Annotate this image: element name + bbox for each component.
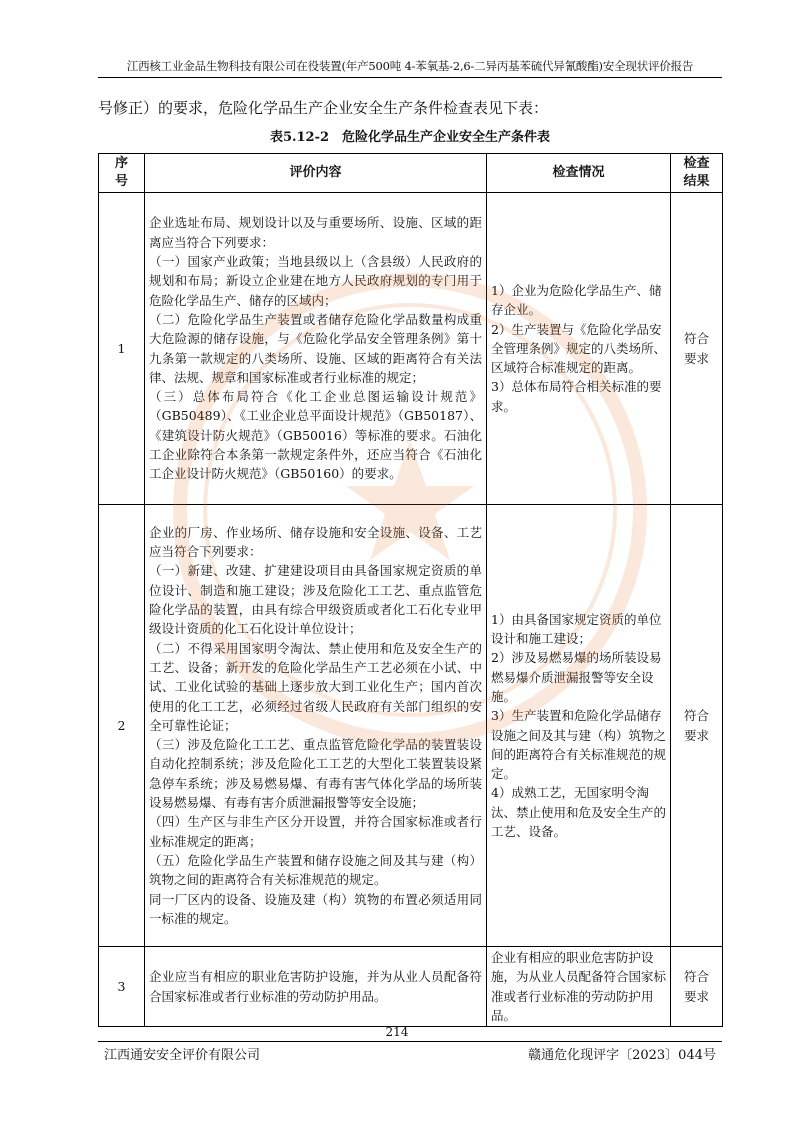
result-line: 要求 xyxy=(683,350,709,366)
row-content xyxy=(145,193,487,505)
row-result xyxy=(671,947,723,1027)
header-rule xyxy=(98,77,722,78)
row-number: 2 xyxy=(99,505,145,947)
content-paragraph: （五）危险化学品生产装置和储存设施之间及其与建（构）筑物之间的距离符合有关标准规范的规定。 xyxy=(149,852,482,888)
row-content xyxy=(145,505,487,947)
table-row xyxy=(99,193,723,505)
check-item: 1）由具备国家规定资质的单位设计和施工建设； xyxy=(491,611,662,647)
content-paragraph: 企业应当有相应的职业危害防护设施，并为从业人员配备符合国家标准或者行业标准的劳动防护用品。 xyxy=(149,969,482,1004)
content-paragraph: 企业选址布局、规划设计以及与重要场所、设施、区域的距离应当符合下列要求： xyxy=(149,215,482,250)
footer-rule xyxy=(98,1041,722,1042)
col-header-content: 评价内容 xyxy=(145,154,487,193)
table-caption: 表5.12-2 危险化学品生产企业安全生产条件表 xyxy=(269,130,551,145)
result-line: 符合 xyxy=(683,708,709,724)
check-item: 4）成熟工艺，无国家明令淘汰、禁止使用和危及安全生产的工艺、设备。 xyxy=(491,785,667,839)
row-number: 3 xyxy=(99,947,145,1027)
col-header-result-line: 结果 xyxy=(683,174,710,189)
row-result xyxy=(671,193,723,505)
page-header: 江西核工业金品生物科技有限公司在役装置(年产500吨 4-苯氧基-2,6-二异丙基苯硫代异氰酸酯)安全现状评价报告 xyxy=(126,59,694,73)
row-check xyxy=(487,505,671,947)
check-item: 1）企业为危险化学品生产、储存企业。 xyxy=(491,282,662,318)
content-paragraph: （三）涉及危险化工工艺、重点监管危险化学品的装置装设自动化控制系统；涉及危险化工工艺的大型化工装置装设紧急停车系统；涉及易燃易爆、有毒有害气体化学品的场所装设易燃易爆、有毒有害介质泄漏报警等安全设施； xyxy=(149,737,482,811)
result-line: 要求 xyxy=(683,988,709,1004)
result-line: 符合 xyxy=(683,331,709,347)
row-result xyxy=(671,505,723,947)
safety-conditions-table xyxy=(98,153,723,1027)
page-number: 214 xyxy=(385,1025,409,1039)
content-paragraph: 企业的厂房、作业场所、储存设施和安全设施、设备、工艺应当符合下列要求： xyxy=(149,524,482,560)
content-paragraph: （二）不得采用国家明令淘汰、禁止使用和危及安全生产的工艺、设备；新开发的危险化学品生产工艺必须在小试、中试、工业化试验的基础上逐步放大到工业化生产；国内首次使用的化工工艺，必须经过省级人民政府有关部门组织的安全可靠性论证； xyxy=(149,640,482,733)
footer-doc-number: 赣通危化现评字〔2023〕044号 xyxy=(528,1048,716,1063)
check-item: 企业有相应的职业危害防护设施，为从业人员配备符合国家标准或者行业标准的劳动防护用品。 xyxy=(491,950,667,1023)
check-item: 2）涉及易燃易爆的场所装设易燃易爆介质泄漏报警等安全设施。 xyxy=(491,650,662,704)
check-item: 3）生产装置和危险化学品储存设施之间及其与建（构）筑物之间的距离符合有关标准规范的规定。 xyxy=(491,708,667,782)
row-number: 1 xyxy=(99,193,145,505)
check-item: 3）总体布局符合相关标准的要求。 xyxy=(491,379,662,414)
row-check xyxy=(487,947,671,1027)
content-paragraph: （一）新建、改建、扩建建设项目由具备国家规定资质的单位设计、制造和施工建设；涉及危险化工工艺、重点监管危险化学品的装置，由具有综合甲级资质或者化工石化专业甲级设计资质的化工石化设计单位设计； xyxy=(149,563,482,637)
content-paragraph: 同一厂区内的设备、设施及建（构）筑物的布置必须适用同一标准的规定。 xyxy=(149,891,482,926)
result-line: 要求 xyxy=(683,727,709,743)
col-header-check: 检查情况 xyxy=(487,154,671,193)
table-row xyxy=(99,947,723,1027)
table-row xyxy=(99,505,723,947)
result-line: 符合 xyxy=(683,969,709,985)
footer-company: 江西通安安全评价有限公司 xyxy=(104,1048,261,1063)
col-header-result xyxy=(671,154,723,193)
content-paragraph: （四）生产区与非生产区分开设置，并符合国家标准或者行业标准规定的距离； xyxy=(149,814,482,849)
col-header-result-line: 检查 xyxy=(683,156,710,171)
content-paragraph: （二）危险化学品生产装置或者储存危险化学品数量构成重大危险源的储存设施，与《危险化学品安全管理条例》第十九条第一款规定的八类场所、设施、区域的距离符合有关法律、法规、规章和国家标准或者行业标准的规定； xyxy=(149,311,482,385)
row-content xyxy=(145,947,487,1027)
col-header-num xyxy=(99,154,145,193)
check-item: 2）生产装置与《危险化学品安全管理条例》规定的八类场所、区域符合标准规定的距离。 xyxy=(491,321,667,376)
col-header-num-line: 号 xyxy=(114,174,128,189)
intro-text: 号修正）的要求，危险化学品生产企业安全生产条件检查表见下表： xyxy=(98,99,549,117)
col-header-num-line: 序 xyxy=(114,156,128,171)
table-header-row xyxy=(99,154,723,193)
row-check xyxy=(487,193,671,505)
content-paragraph: （一）国家产业政策；当地县级以上（含县级）人民政府的规划和布局；新设立企业建在地方人民政府规划的专门用于危险化学品生产、储存的区域内； xyxy=(149,254,482,308)
content-paragraph: （三）总体布局符合《化工企业总图运输设计规范》（GB50489）、《工业企业总平面设计规范》（GB50187）、《建筑设计防火规范》（GB50016）等标准的要求。石油化工企业除符合本条第一款规定条件外，还应当符合《石油化工企业设计防火规范》（GB50160）的要求。 xyxy=(149,389,482,482)
